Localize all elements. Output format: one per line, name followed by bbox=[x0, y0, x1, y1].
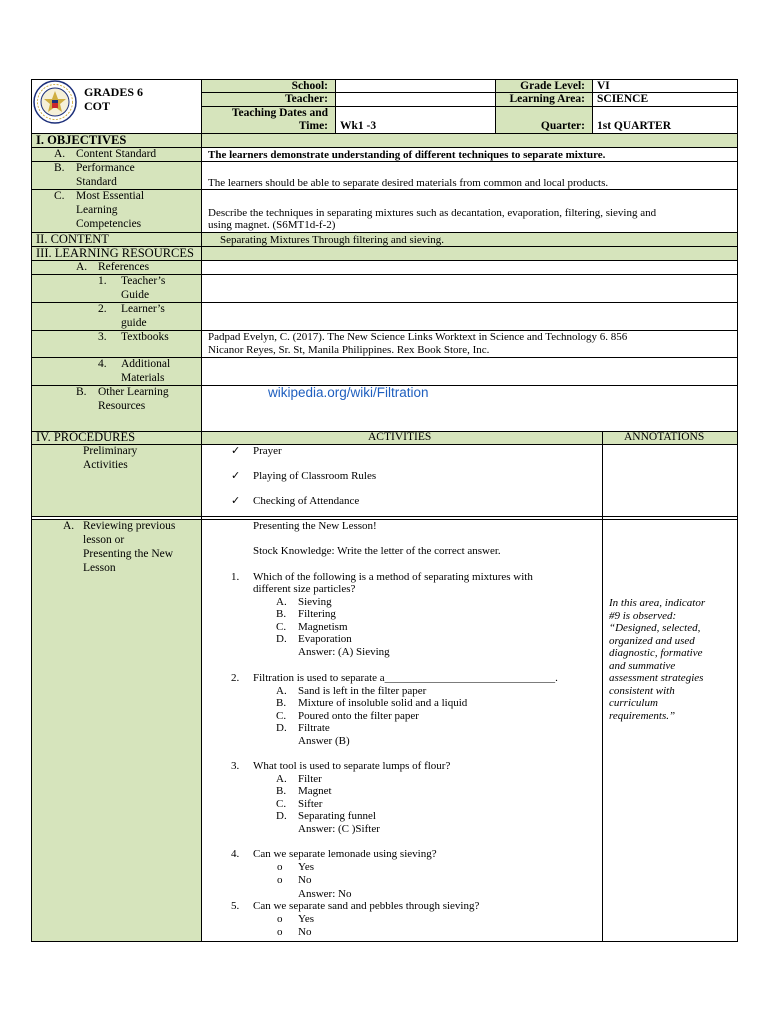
q2-option-c: Poured onto the filter paper bbox=[298, 710, 419, 722]
melc-label-3: Competencies bbox=[76, 218, 142, 230]
q5-text: Can we separate sand and pebbles through sieving? bbox=[253, 900, 480, 912]
q3-text: What tool is used to separate lumps of flour? bbox=[253, 760, 451, 772]
am-label-1: Additional bbox=[121, 358, 171, 370]
q5-option-no: No bbox=[298, 926, 312, 938]
review-label-4: Lesson bbox=[83, 562, 116, 574]
content-standard-letter: A. bbox=[54, 148, 66, 160]
school-label: School: bbox=[291, 80, 328, 92]
q2-number: 2. bbox=[231, 672, 240, 684]
tb-num: 3. bbox=[98, 331, 107, 343]
prelim-item-rules: Playing of Classroom Rules bbox=[253, 470, 377, 482]
annotation-line: consistent with bbox=[609, 684, 675, 697]
q4-bullet-2: o bbox=[277, 874, 283, 886]
performance-label-2: Standard bbox=[76, 176, 117, 188]
content-standard-label: Content Standard bbox=[76, 148, 157, 160]
q4-option-no: No bbox=[298, 874, 312, 886]
tg-label-1: Teacher’s bbox=[121, 275, 166, 287]
performance-text: The learners should be able to separate desired materials from common and local products. bbox=[208, 177, 609, 189]
objectives-heading: I. OBJECTIVES bbox=[36, 133, 127, 147]
q1-answer: Answer: (A) Sieving bbox=[298, 646, 390, 658]
q1-option-d: Evaporation bbox=[298, 633, 352, 645]
q2-answer: Answer (B) bbox=[298, 735, 350, 747]
grades-label: GRADES 6 bbox=[84, 85, 144, 99]
q3-option-d: Separating funnel bbox=[298, 810, 376, 822]
learning-area-label: Learning Area: bbox=[509, 93, 585, 105]
tg-label-2: Guide bbox=[121, 289, 150, 301]
q3-letter-b: B. bbox=[276, 785, 287, 797]
check-icon: ✓ bbox=[231, 469, 241, 482]
quarter-label: Quarter: bbox=[540, 120, 585, 132]
q2-text: Filtration is used to separate a_______________________________. bbox=[253, 672, 558, 684]
content-text: Separating Mixtures Through filtering and sieving. bbox=[220, 234, 445, 246]
q4-answer: Answer: No bbox=[298, 888, 352, 900]
q2-letter-a: A. bbox=[276, 685, 287, 697]
q5-option-yes: Yes bbox=[298, 913, 315, 925]
q3-option-c: Sifter bbox=[298, 798, 323, 810]
references-letter: A. bbox=[76, 261, 88, 273]
q1-number: 1. bbox=[231, 571, 240, 583]
q1-letter-c: C. bbox=[276, 621, 287, 633]
dates-value: Wk1 -3 bbox=[340, 120, 377, 132]
references-label: References bbox=[98, 261, 150, 273]
q1-option-a: Sieving bbox=[298, 596, 332, 608]
melc-letter: C. bbox=[54, 190, 65, 202]
q1-letter-b: B. bbox=[276, 608, 287, 620]
q5-bullet-1: o bbox=[277, 913, 283, 925]
olr-letter: B. bbox=[76, 386, 87, 398]
review-label-3: Presenting the New bbox=[83, 548, 174, 560]
annotations-header: ANNOTATIONS bbox=[624, 431, 705, 443]
q2-letter-d: D. bbox=[276, 722, 287, 734]
content-standard-text: The learners demonstrate understanding of different techniques to separate mixture. bbox=[208, 149, 606, 161]
annotation-line: and summative bbox=[609, 659, 676, 672]
q3-option-b: Magnet bbox=[298, 785, 332, 797]
am-num: 4. bbox=[98, 358, 107, 370]
prelim-item-attendance: Checking of Attendance bbox=[253, 495, 360, 507]
lg-num: 2. bbox=[98, 303, 107, 315]
am-label-2: Materials bbox=[121, 372, 165, 384]
q1-text-2: different size particles? bbox=[253, 583, 356, 595]
melc-label-2: Learning bbox=[76, 204, 118, 216]
tg-num: 1. bbox=[98, 275, 107, 287]
review-letter: A. bbox=[63, 520, 75, 532]
q1-letter-d: D. bbox=[276, 633, 287, 645]
prelim-label-1: Preliminary bbox=[83, 445, 138, 457]
learning-area-value: SCIENCE bbox=[597, 93, 649, 105]
annotation-line: requirements.” bbox=[609, 709, 676, 722]
q3-option-a: Filter bbox=[298, 773, 322, 785]
q4-option-yes: Yes bbox=[298, 861, 315, 873]
melc-text-1: Describe the techniques in separating mixtures such as decantation, evaporation, filtering, sieving and bbox=[208, 207, 657, 219]
annotation-line: diagnostic, formative bbox=[609, 647, 703, 659]
procedures-heading: IV. PROCEDURES bbox=[36, 430, 136, 444]
q2-option-b: Mixture of insoluble solid and a liquid bbox=[298, 697, 468, 709]
performance-label-1: Performance bbox=[76, 162, 135, 174]
performance-letter: B. bbox=[54, 162, 65, 174]
prelim-label-2: Activities bbox=[83, 459, 128, 471]
melc-text-2: using magnet. (S6MT1d-f-2) bbox=[208, 219, 336, 231]
q1-text-1: Which of the following is a method of separating mixtures with bbox=[253, 571, 533, 583]
review-label-1: Reviewing previous bbox=[83, 520, 176, 532]
q3-letter-a: A. bbox=[276, 773, 287, 785]
tb-label: Textbooks bbox=[121, 331, 169, 343]
activities-header: ACTIVITIES bbox=[368, 431, 432, 443]
tb-text-1: Padpad Evelyn, C. (2017). The New Science Links Worktext in Science and Technology 6. 856 bbox=[208, 331, 628, 343]
dates-label-line1: Teaching Dates and bbox=[231, 107, 328, 119]
content-heading: II. CONTENT bbox=[36, 232, 109, 246]
check-icon: ✓ bbox=[231, 444, 241, 457]
q5-bullet-2: o bbox=[277, 926, 283, 938]
olr-label-1: Other Learning bbox=[98, 386, 169, 398]
q1-option-b: Filtering bbox=[298, 608, 336, 620]
q2-option-a: Sand is left in the filter paper bbox=[298, 685, 427, 697]
resources-heading: III. LEARNING RESOURCES bbox=[36, 246, 194, 260]
q1-letter-a: A. bbox=[276, 596, 287, 608]
presenting-text: Presenting the New Lesson! bbox=[253, 520, 377, 532]
review-label-2: lesson or bbox=[83, 534, 125, 546]
stock-knowledge-text: Stock Knowledge: Write the letter of the correct answer. bbox=[253, 545, 501, 557]
annotation-text bbox=[609, 597, 737, 722]
annotation-line: In this area, indicator bbox=[609, 597, 706, 609]
lg-label-1: Learner’s bbox=[121, 303, 165, 315]
q2-option-d: Filtrate bbox=[298, 722, 330, 734]
wikipedia-filtration-link[interactable]: wikipedia.org/wiki/Filtration bbox=[268, 385, 429, 400]
q3-letter-c: C. bbox=[276, 798, 287, 810]
q3-answer: Answer: (C )Sifter bbox=[298, 823, 380, 835]
q1-option-c: Magnetism bbox=[298, 621, 348, 633]
olr-label-2: Resources bbox=[98, 400, 146, 412]
prelim-item-prayer: Prayer bbox=[253, 445, 282, 457]
dates-label-line2: Time: bbox=[298, 120, 328, 132]
q4-bullet-1: o bbox=[277, 861, 283, 873]
annotation-line: curriculum bbox=[609, 697, 658, 709]
cot-label: COT bbox=[84, 99, 111, 113]
q2-letter-c: C. bbox=[276, 710, 287, 722]
tb-text-2: Nicanor Reyes, Sr. St, Manila Philippines. Rex Book Store, Inc. bbox=[208, 344, 490, 356]
q3-letter-d: D. bbox=[276, 810, 287, 822]
q4-number: 4. bbox=[231, 848, 240, 860]
annotation-line: assessment strategies bbox=[609, 672, 704, 684]
q5-number: 5. bbox=[231, 900, 240, 912]
check-icon: ✓ bbox=[231, 494, 241, 507]
teacher-label: Teacher: bbox=[284, 93, 328, 105]
q3-number: 3. bbox=[231, 760, 240, 772]
grade-level-label: Grade Level: bbox=[520, 80, 585, 92]
annotation-line: “Designed, selected, bbox=[609, 622, 701, 634]
melc-label-1: Most Essential bbox=[76, 190, 145, 202]
annotation-line: #9 is observed: bbox=[609, 609, 677, 622]
annotation-line: organized and used bbox=[609, 634, 695, 647]
q4-text: Can we separate lemonade using sieving? bbox=[253, 848, 437, 860]
lg-label-2: guide bbox=[121, 317, 147, 329]
grade-level-value: VI bbox=[597, 80, 610, 92]
quarter-value: 1st QUARTER bbox=[597, 120, 672, 132]
deped-seal-icon bbox=[33, 80, 77, 124]
q2-letter-b: B. bbox=[276, 697, 287, 709]
